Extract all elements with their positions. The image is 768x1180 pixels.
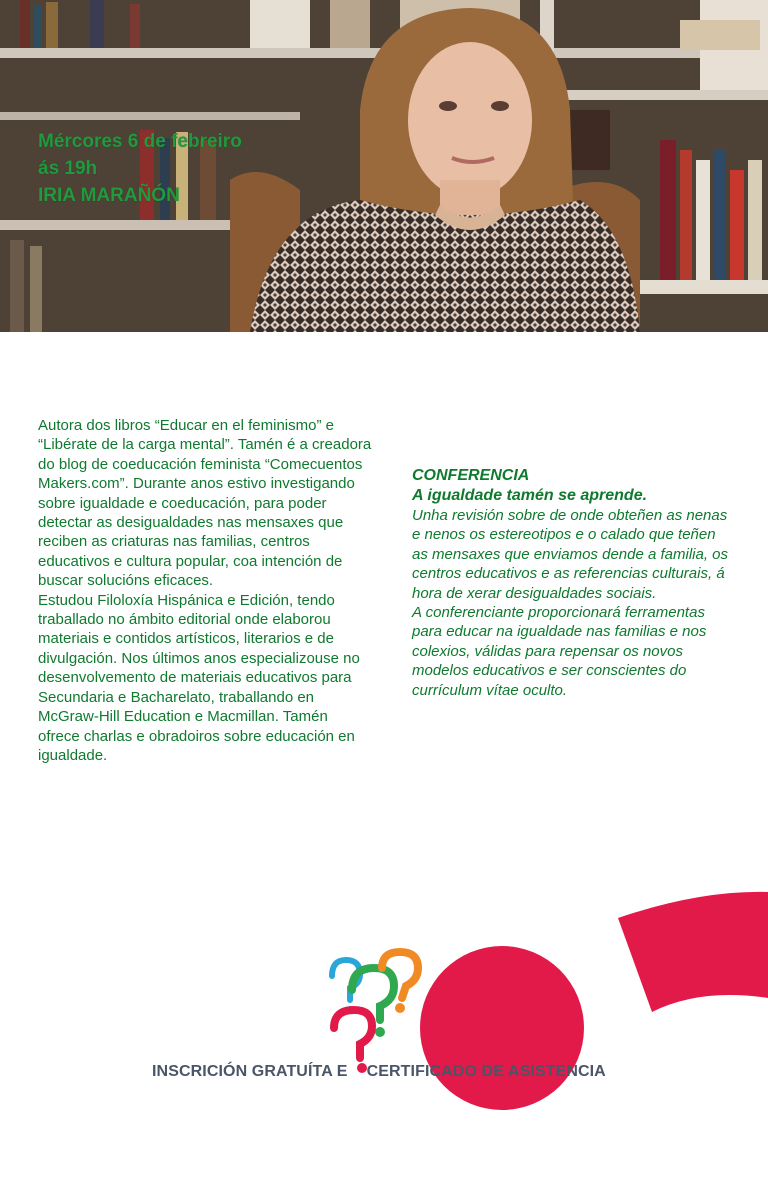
- conference-paragraph: Unha revisión sobre de onde obteñen as nenas e nenos os estereotipos e o calado que teñen as mensaxes que enviamos dende a familia, os centros educativos e as referencias culturais, á hora de xerar desigualdades sociais.: [412, 507, 729, 602]
- red-arc-shape: [618, 892, 768, 1012]
- bio-paragraph: Estudou Filoloxía Hispánica e Edición, tendo traballado no ámbito editorial onde elaborou materiais e contidos artísticos, literarios e de divulgación. Nos últimos anos especializouse no desenvolvemento de materiais educativos para Secundaria e Bacharelato, traballando en McGraw-Hill Education e Macmillan. Tamén ofrece charlas e obradoiros sobre educación en igualdade.: [38, 591, 360, 764]
- conference-description: [412, 466, 732, 700]
- red-circle-shape: [420, 946, 584, 1110]
- certificate-text: CERTIFICADO DE ASISTENCIA: [366, 1063, 606, 1080]
- event-date: Mércores 6 de febreiro: [38, 131, 242, 152]
- bio-paragraph: Autora dos libros “Educar en el feminismo” e “Libérate de la carga mental”. Tamén é a creadora do blog de coeducación feminista “Comecuentos Makers.com”. Durante anos estivo investigando sobre igualdade e coeducación, para poder detectar as desigualdades nas mensaxes que reciben as criaturas nas familias, centros educativos e cultura popular, coa intención de buscar solucións eficaces.: [38, 417, 372, 590]
- event-time: ás 19h: [38, 158, 98, 179]
- speaker-bio: [38, 416, 372, 765]
- conference-paragraph: A conferenciante proporcionará ferramentas para educar na igualdade nas familias e nos colexios, válidas para repensar os novos modelos educativos e ser conscientes do currículum vítae oculto.: [412, 604, 707, 699]
- question-marks-logo-icon: [322, 946, 432, 1076]
- speaker-name: IRIA MARAÑÓN: [38, 185, 180, 206]
- hero-photo: [0, 0, 768, 332]
- free-registration-text: INSCRICIÓN GRATUÍTA E: [152, 1063, 348, 1080]
- registration-note: [152, 1063, 606, 1081]
- conference-label: CONFERENCIA: [412, 467, 530, 484]
- event-info: [38, 128, 242, 209]
- conference-title: A igualdade tamén se aprende.: [412, 487, 648, 504]
